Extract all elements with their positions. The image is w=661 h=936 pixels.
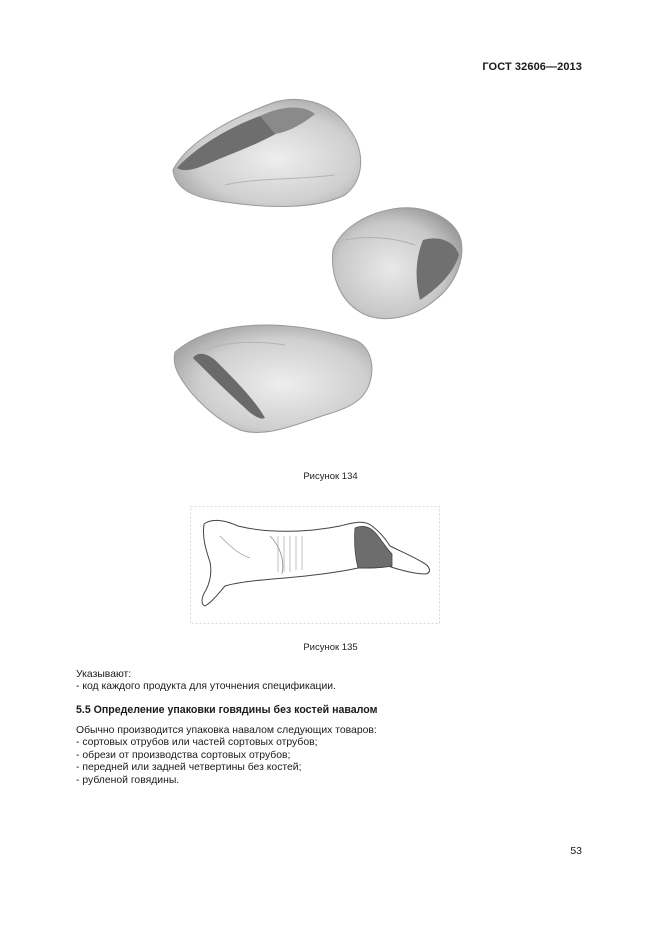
standard-code: ГОСТ 32606—2013 — [482, 61, 582, 73]
list-item: - сортовых отрубов или частей сортовых отрубов; — [76, 737, 318, 749]
page-number: 53 — [570, 845, 582, 857]
specify-lead: Указывают: — [76, 669, 132, 680]
meat-cut-2 — [332, 208, 461, 319]
figure-135-carcass-diagram — [190, 506, 440, 624]
list-item: - рубленой говядины. — [76, 774, 180, 786]
section-intro: Обычно производится упаковка навалом следующих товаров: — [76, 725, 377, 736]
meat-cut-3 — [174, 325, 372, 433]
specify-item: - код каждого продукта для уточнения спецификации. — [76, 681, 336, 693]
section-body — [76, 725, 377, 787]
figure-134-caption: Рисунок 134 — [303, 471, 358, 482]
carcass-outline — [202, 520, 429, 606]
list-item: - обрези от производства сортовых отрубов; — [76, 749, 291, 761]
list-item: - передней или задней четвертины без костей; — [76, 762, 302, 774]
specify-block — [76, 669, 336, 694]
figure-135-caption: Рисунок 135 — [303, 642, 358, 653]
meat-cut-1 — [173, 99, 361, 206]
figure-134-meat-cuts — [165, 90, 475, 450]
section-title: 5.5 Определение упаковки говядины без костей навалом — [76, 704, 378, 716]
